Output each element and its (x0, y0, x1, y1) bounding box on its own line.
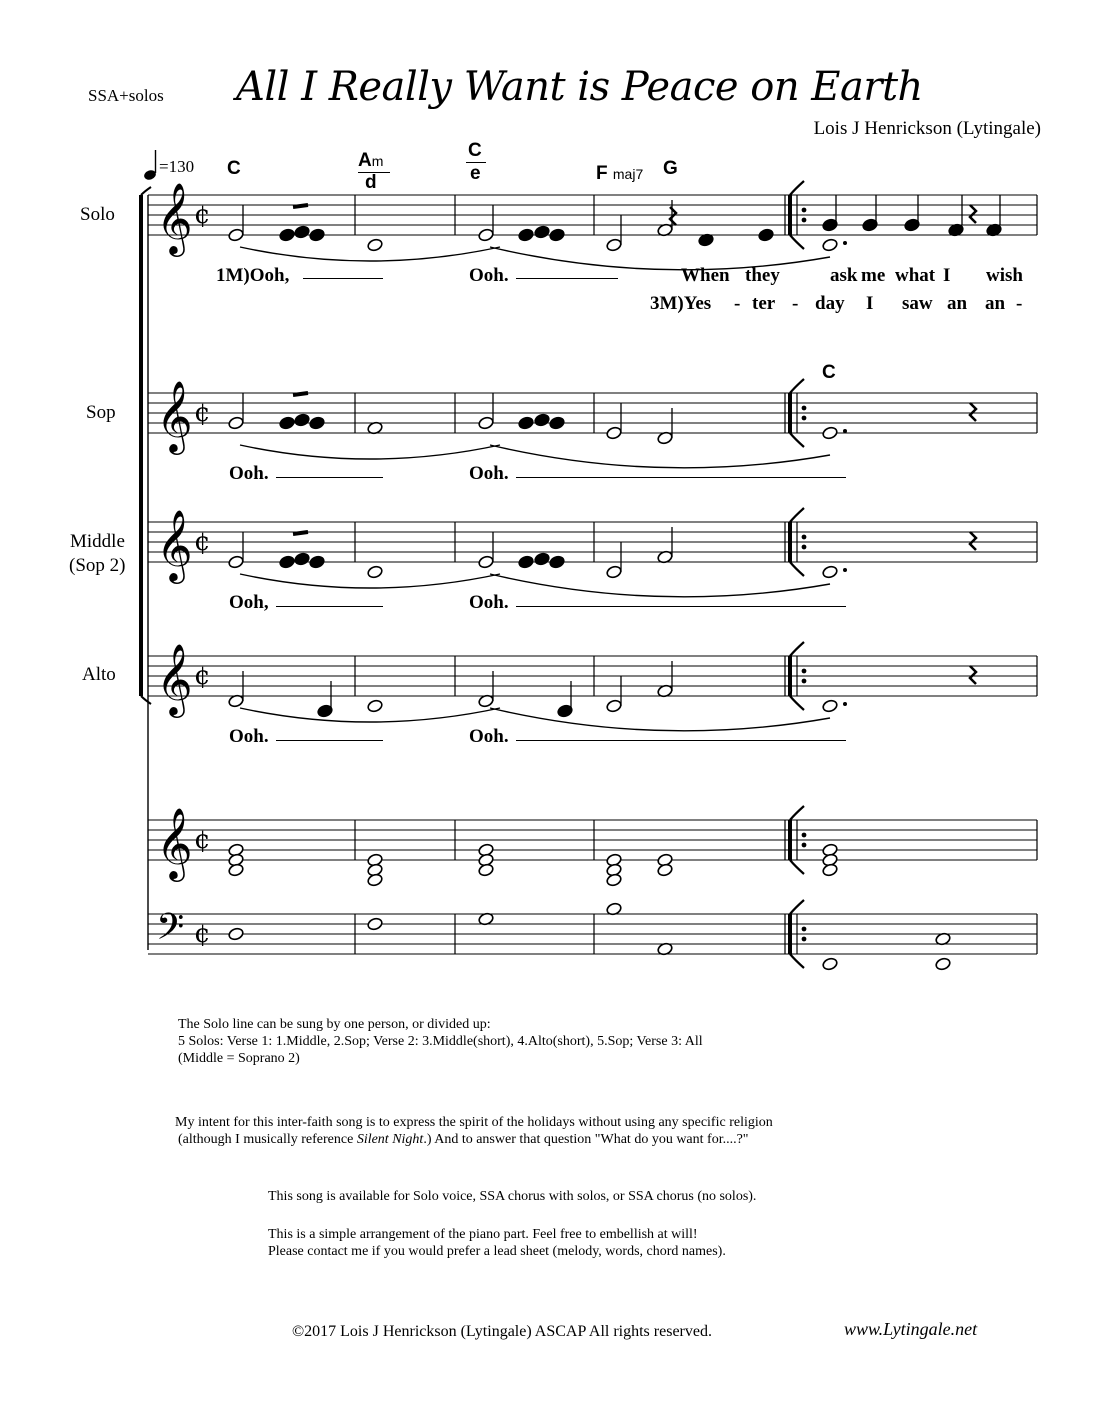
lyric-syllable: Ooh. (469, 592, 509, 613)
system-barlines (141, 187, 151, 950)
lyric-syllable: me (861, 265, 886, 286)
lyric-syllable: I (866, 293, 874, 314)
lyric-extender (516, 606, 846, 607)
lyric-hyphen: - (1016, 293, 1023, 314)
cut-time-icon: ¢ (194, 398, 211, 428)
lyric-syllable: 3M)Yes (650, 293, 712, 314)
lyric-syllable: Ooh. (469, 463, 509, 484)
tempo-marking: =130 (159, 157, 195, 176)
lyric-syllable: Ooh, (229, 592, 269, 613)
ensemble-label: SSA+solos (88, 86, 164, 105)
lyric-syllable: wish (986, 265, 1023, 286)
lyric-syllable: ter (752, 293, 776, 314)
lyric-hyphen: - (734, 293, 741, 314)
lyric-syllable: ask (830, 265, 858, 286)
cut-time-icon: ¢ (194, 527, 211, 557)
arrangement-note: Please contact me if you would prefer a lead sheet (melody, words, chord names). (268, 1244, 726, 1259)
solo-note-line: (Middle = Soprano 2) (178, 1051, 300, 1066)
chord-bass: e (470, 163, 481, 184)
chord-symbol: C (822, 362, 836, 383)
chord-symbol-am (358, 150, 383, 172)
lyric-syllable: what (895, 265, 936, 286)
chord-symbol: C (227, 158, 241, 179)
part-label-solo: Solo (80, 204, 115, 225)
lyric-extender (516, 740, 846, 741)
chord-quality: maj7 (612, 166, 644, 182)
part-label-sop: Sop (86, 402, 116, 423)
lyric-syllable: Ooh. (469, 726, 509, 747)
intent-text: .) And to answer that question "What do you want for....?" (423, 1132, 749, 1147)
lyric-syllable: Ooh. (469, 265, 509, 286)
lyric-syllable: 1M)Ooh, (216, 265, 290, 286)
lyric-syllable: I (943, 265, 951, 286)
cut-time-icon: ¢ (194, 825, 211, 855)
lyric-extender (276, 477, 383, 478)
lyric-syllable: they (745, 265, 780, 286)
clefs (156, 181, 211, 957)
treble-clef-icon: 𝄞 (156, 181, 193, 254)
chord-quality: m (371, 153, 384, 169)
lyric-hyphen: - (792, 293, 799, 314)
lyric-syllable: Ooh. (229, 726, 269, 747)
part-label-alto: Alto (82, 664, 116, 685)
treble-clef-icon: 𝄞 (156, 806, 193, 879)
cut-time-icon: ¢ (194, 200, 211, 230)
cut-time-icon: ¢ (194, 919, 211, 949)
composer-credit: Lois J Henrickson (Lytingale) (813, 118, 1041, 139)
arrangement-note: This is a simple arrangement of the piano part. Feel free to embellish at will! (268, 1227, 698, 1242)
intent-note-line: My intent for this inter-faith song is to express the spirit of the holidays without using any specific religion (175, 1115, 773, 1130)
chord-symbol-fmaj7 (596, 163, 643, 185)
lyric-extender (276, 740, 383, 741)
bass-clef-icon: 𝄢 (156, 906, 185, 957)
lyric-syllable: day (815, 293, 845, 314)
website-link[interactable]: www.Lytingale.net (844, 1319, 978, 1339)
chord-symbol: C (468, 140, 482, 161)
lyric-syllable: an (947, 293, 968, 314)
part-label-middle-sub: (Sop 2) (69, 555, 126, 576)
lyric-syllable: Ooh. (229, 463, 269, 484)
lyric-syllable: saw (902, 293, 933, 314)
treble-clef-icon: 𝄞 (156, 642, 193, 715)
intent-text: (although I musically reference (178, 1132, 357, 1147)
lyric-extender (276, 606, 383, 607)
copyright-notice: ©2017 Lois J Henrickson (Lytingale) ASCAP All rights reserved. (292, 1323, 712, 1340)
intent-note-line (178, 1131, 749, 1148)
lyric-extender (516, 278, 618, 279)
part-label-middle: Middle (70, 531, 125, 552)
lyric-extender (516, 477, 846, 478)
lyric-extender (303, 278, 383, 279)
cut-time-icon: ¢ (194, 661, 211, 691)
treble-clef-icon: 𝄞 (156, 379, 193, 452)
solo-note-line: The Solo line can be sung by one person, or divided up: (178, 1017, 491, 1032)
chord-root: A (358, 150, 372, 171)
solo-note-line: 5 Solos: Verse 1: 1.Middle, 2.Sop; Verse 2: 3.Middle(short), 4.Alto(short), 5.Sop; Verse 3: All (178, 1034, 703, 1049)
treble-clef-icon: 𝄞 (156, 508, 193, 581)
availability-note: This song is available for Solo voice, SSA chorus with solos, or SSA chorus (no solos). (268, 1189, 757, 1204)
chord-bass: d (365, 172, 377, 193)
lyric-syllable: When (681, 265, 730, 286)
lyric-syllable: an (985, 293, 1006, 314)
song-title: All I Really Want is Peace on Earth (236, 64, 923, 110)
tempo-note-icon (143, 150, 157, 181)
chord-symbol: G (663, 158, 678, 179)
chord-root: F (596, 163, 608, 184)
song-reference: Silent Night (356, 1132, 424, 1147)
